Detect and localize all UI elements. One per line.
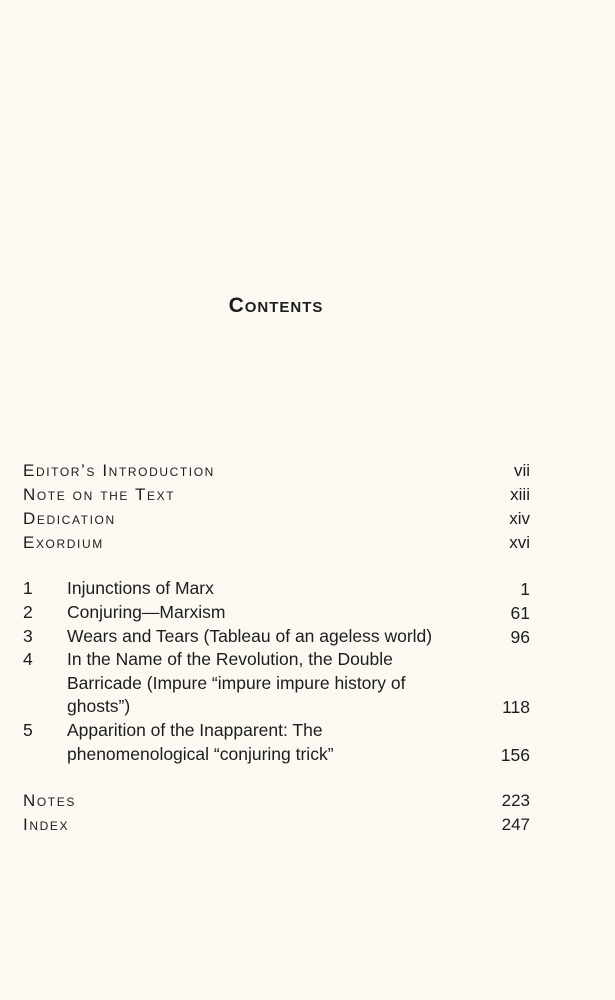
toc-entry-page: xvi <box>509 533 530 552</box>
toc-entry-page: vii <box>513 461 530 480</box>
chapter-number: 5 <box>23 720 33 740</box>
chapter-title: Injunctions of Marx <box>67 578 214 598</box>
chapter-entry <box>23 648 530 719</box>
toc-entry <box>23 813 530 837</box>
toc-entry-page: xiv <box>509 509 530 528</box>
toc-entry-label: Editor’s Introduction <box>23 461 215 480</box>
chapter-page: 118 <box>502 696 530 717</box>
toc-entry-label: Notes <box>23 791 76 810</box>
chapter-entry <box>23 719 530 767</box>
toc-entry-page: 247 <box>501 815 530 834</box>
chapter-title: Conjuring—Marxism <box>67 602 226 622</box>
toc-entry <box>23 459 530 483</box>
chapter-page: 156 <box>500 744 530 765</box>
toc-entry-label: Dedication <box>23 509 116 528</box>
chapter-page: 1 <box>520 578 530 599</box>
chapter-entry <box>23 601 530 625</box>
toc-entry-label: Exordium <box>23 533 104 552</box>
chapter-entry <box>23 577 530 601</box>
toc-entry <box>23 789 530 813</box>
chapter-title: Apparition of the Inapparent: The phenomenological “conjuring trick” <box>67 720 334 764</box>
page-title: Contents <box>228 294 324 317</box>
chapter-page: 61 <box>510 602 530 623</box>
chapter-entry <box>23 625 530 649</box>
chapter-number: 2 <box>23 602 33 622</box>
toc-entry <box>23 507 530 531</box>
toc-entry <box>23 531 530 555</box>
toc-entry-page: 223 <box>501 791 530 810</box>
toc-entry-label: Note on the Text <box>23 485 176 504</box>
toc-entry-page: xiii <box>510 485 530 504</box>
chapter-title: In the Name of the Revolution, the Double Barricade (Impure “impure impure history of ghosts”) <box>67 649 406 716</box>
chapter-title: Wears and Tears (Tableau of an ageless world) <box>67 626 433 646</box>
chapter-number: 4 <box>23 649 33 669</box>
chapter-number: 1 <box>23 578 33 598</box>
chapter-page: 96 <box>510 626 530 647</box>
toc-entry <box>23 483 530 507</box>
chapter-number: 3 <box>23 626 33 646</box>
toc-entry-label: Index <box>23 815 70 834</box>
